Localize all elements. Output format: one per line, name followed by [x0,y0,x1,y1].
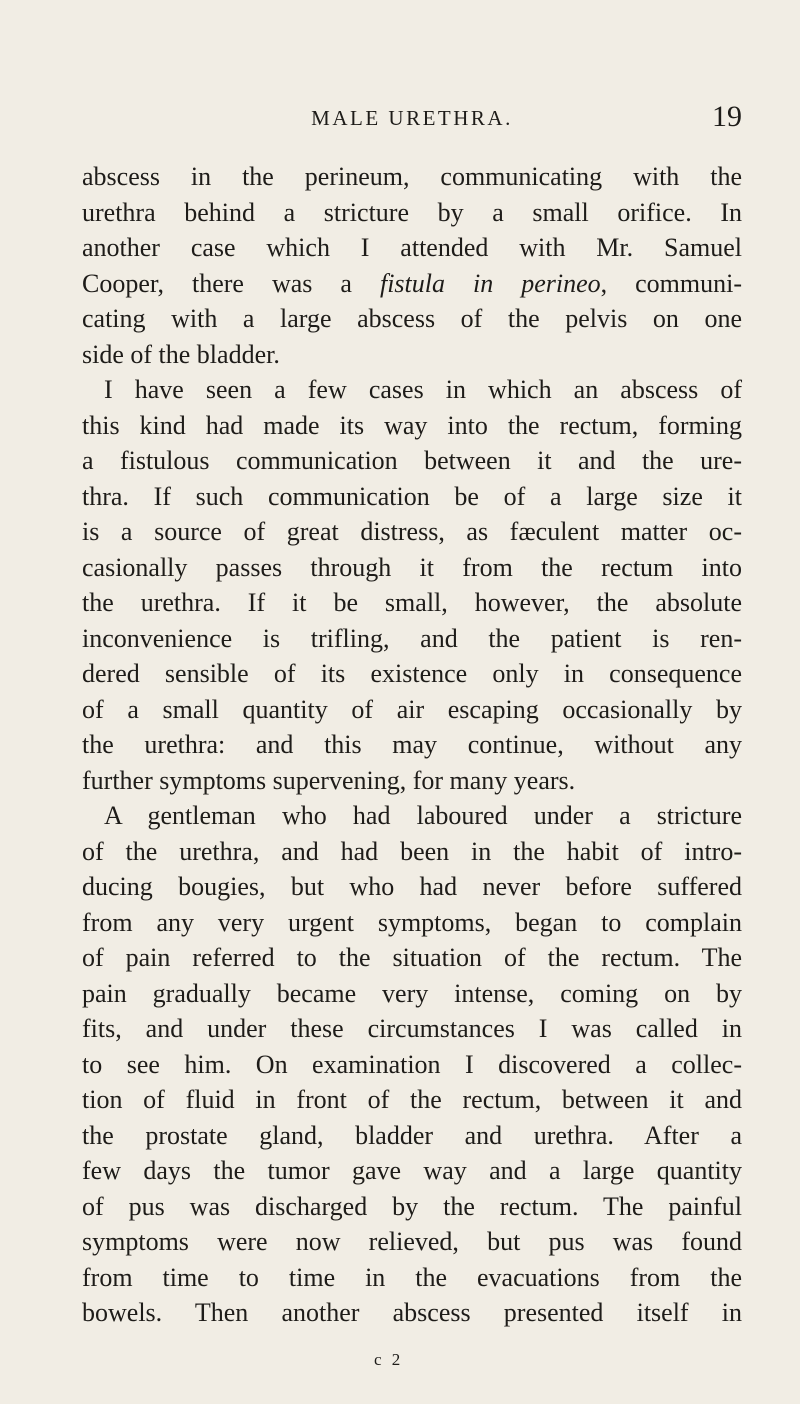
text-line: thra. If such communication be of a large size it [82,481,742,511]
text-line: symptoms were now relieved, but pus was found [82,1227,742,1256]
text-line: abscess in the perineum, communicating with the [82,162,742,191]
text-line: the urethra. If it be small, however, the absolute [82,588,742,617]
italic-phrase: fistula in perineo [379,268,601,298]
text-line: of a small quantity of air escaping occasionally by [82,694,742,724]
text-line: is a source of great distress, as fæculent matter oc- [82,517,742,546]
text-segment: Cooper, there was a [82,268,352,298]
text-line: urethra behind a stricture by a small orifice. In [82,197,742,227]
text-line: further symptoms supervening, for many years. [82,765,576,795]
running-head [82,100,742,140]
text-line: another case which I attended with Mr. Samuel [82,233,742,262]
body-text [82,159,742,1331]
text-line: pain gradually became very intense, coming on by [82,978,742,1008]
paragraph-start-line: A gentleman who had laboured under a stricture [104,801,742,830]
text-line: from any very urgent symptoms, began to complain [82,907,742,937]
text-line: of pus was discharged by the rectum. The painful [82,1191,742,1221]
text-line: from time to time in the evacuations from the [82,1262,742,1292]
text-line: a fistulous communication between it and the ure- [82,446,742,475]
text-line: this kind had made its way into the rectum, forming [82,410,742,440]
text-line: side of the bladder. [82,339,280,369]
text-line: cating with a large abscess of the pelvis on one [82,304,742,333]
text-line: casionally passes through it from the rectum into [82,552,742,582]
text-segment: , communi- [600,268,743,298]
text-line: of pain referred to the situation of the rectum. The [82,943,742,972]
text-line: inconvenience is trifling, and the patient is ren- [82,623,742,653]
text-line: dered sensible of its existence only in consequence [82,659,742,688]
text-line: bowels. Then another abscess presented itself in [82,1298,742,1327]
running-title: MALE URETHRA. [311,106,513,130]
text-line: to see him. On examination I discovered a collec- [82,1049,742,1079]
page-number: 19 [712,100,742,133]
text-line [82,266,742,302]
text-line: of the urethra, and had been in the habit of intro- [82,836,742,866]
signature-mark: c 2 [374,1350,404,1369]
text-line: tion of fluid in front of the rectum, between it and [82,1085,742,1114]
text-line: few days the tumor gave way and a large quantity [82,1156,742,1185]
text-line: the prostate gland, bladder and urethra. After a [82,1120,742,1150]
paragraph-start-line: I have seen a few cases in which an abscess of [104,375,742,404]
text-line: the urethra: and this may continue, without any [82,730,742,759]
text-line: fits, and under these circumstances I was called in [82,1014,742,1043]
text-line: ducing bougies, but who had never before suffered [82,872,742,901]
